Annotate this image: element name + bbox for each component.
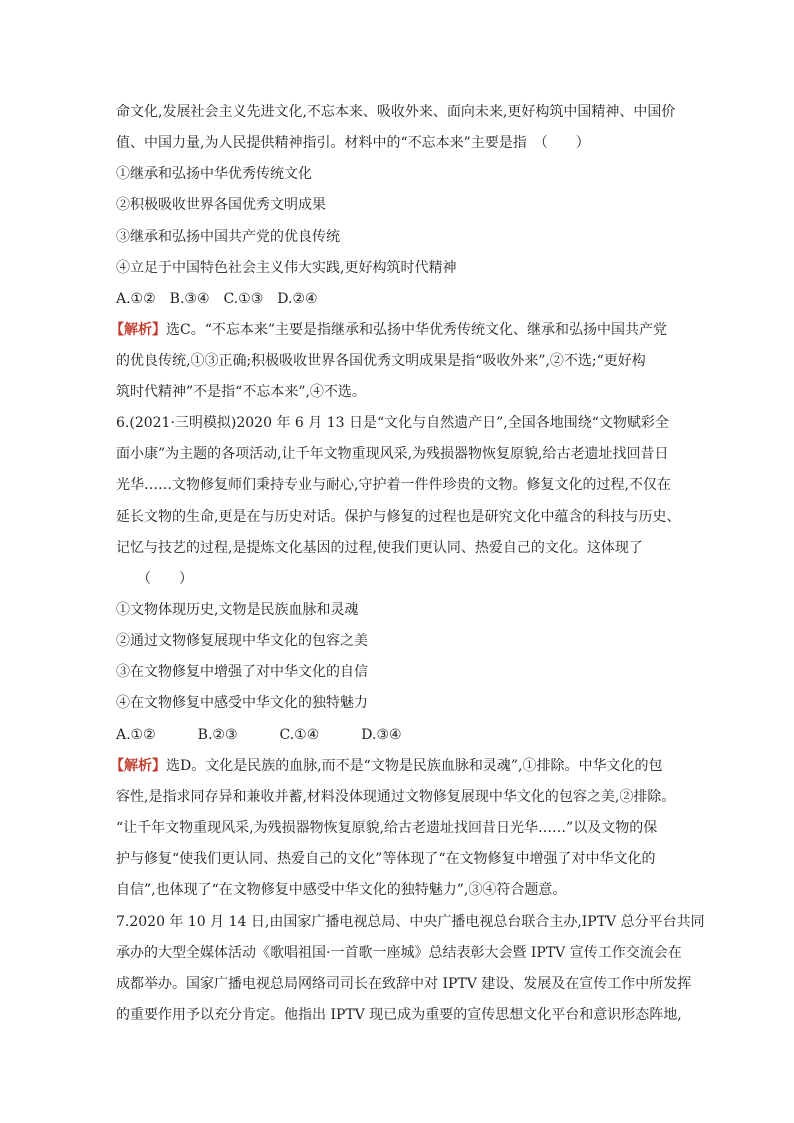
q6-analysis-line-3: “让千年文物重现风采,为残损器物恢复原貌,给古老遗址找回昔日光华……”以及文物的保 xyxy=(116,820,658,836)
q6-stem-line-1: 6.(2021·三明模拟)2020 年 6 月 13 日是“文化与自然遗产日”,全国各地围绕“文物赋彩全 xyxy=(116,415,669,431)
q5-analysis-line-2: 的优良传统,①③正确;积极吸收世界各国优秀文明成果是指“吸收外来”,②不选;“更好构 xyxy=(116,353,646,369)
q5-stem-line-1: 命文化,发展社会主义先进文化,不忘本来、吸收外来、面向未来,更好构筑中国精神、中国价 xyxy=(116,104,676,120)
q6-stem-line-4: 延长文物的生命,更是在与历史对话。保护与修复的过程也是研究文化中蕴含的科技与历史、 xyxy=(116,509,681,525)
q6-stem-line-5: 记忆与技艺的过程,是提炼文化基因的过程,使我们更认同、热爱自己的文化。这体现了 xyxy=(116,540,643,556)
q6-option-1: ①文物体现历史,文物是民族血脉和灵魂 xyxy=(116,602,359,618)
q5-option-1: ①继承和弘扬中华优秀传统文化 xyxy=(116,166,312,182)
q5-analysis-line-1: 【解析】选C。“不忘本来”主要是指继承和弘扬中华优秀传统文化、继承和弘扬中国共产党 xyxy=(110,322,668,338)
q6-choices: A.①② B.②③ C.①④ D.③④ xyxy=(116,727,402,743)
q5-choices: A.①② B.③④ C.①③ D.②④ xyxy=(116,291,318,307)
q6-option-2: ②通过文物修复展现中华文化的包容之美 xyxy=(116,633,368,649)
q5-analysis-label: 解析 xyxy=(124,322,152,338)
q5-analysis-text-1: 选C。“不忘本来”主要是指继承和弘扬中华优秀传统文化、继承和弘扬中国共产党 xyxy=(166,322,668,338)
q6-analysis-label: 解析 xyxy=(124,758,152,774)
q7-stem-line-3: 成都举办。国家广播电视总局网络司司长在致辞中对 IPTV 建设、发展及在宣传工作中所发挥 xyxy=(116,976,692,992)
q5-stem-line-2: 值、中国力量,为人民提供精神指引。材料中的“不忘本来”主要是指 （ ） xyxy=(116,135,590,151)
q6-option-3: ③在文物修复中增强了对中华文化的自信 xyxy=(116,664,368,680)
q6-stem-line-2: 面小康”为主题的各项活动,让千年文物重现风采,为残损器物恢复原貌,给古老遗址找回昔日 xyxy=(116,446,669,462)
q5-option-3: ③继承和弘扬中国共产党的优良传统 xyxy=(116,229,340,245)
q6-analysis-line-1: 【解析】选D。文化是民族的血脉,而不是“文物是民族血脉和灵魂”,①排除。中华文化的包 xyxy=(110,758,663,774)
q6-stem-line-6: （ ） xyxy=(116,571,193,587)
q7-stem-line-2: 承办的大型全媒体活动《歌唱祖国·一首歌一座城》总结表彰大会暨 IPTV 宣传工作交流会在 xyxy=(116,945,682,961)
q5-option-4: ④立足于中国特色社会主义伟大实践,更好构筑时代精神 xyxy=(116,260,457,276)
q6-option-4: ④在文物修复中感受中华文化的独特魅力 xyxy=(116,695,368,711)
q7-stem-line-4: 的重要作用予以充分肯定。他指出 IPTV 现已成为重要的宣传思想文化平台和意识形态阵地, xyxy=(116,1007,682,1023)
q6-analysis-text-1: 选D。文化是民族的血脉,而不是“文物是民族血脉和灵魂”,①排除。中华文化的包 xyxy=(166,758,663,774)
q7-stem-line-1: 7.2020 年 10 月 14 日,由国家广播电视总局、中央广播电视总台联合主办,IPTV 总分平台共同 xyxy=(116,914,705,930)
q6-analysis-line-5: 自信”,也体现了“在文物修复中感受中华文化的独特魅力”,③④符合题意。 xyxy=(116,882,567,898)
q6-analysis-line-2: 容性,是指求同存异和兼收并蓄,材料没体现通过文物修复展现中华文化的包容之美,②排除。 xyxy=(116,789,676,805)
q6-stem-line-3: 光华……文物修复师们秉持专业与耐心,守护着一件件珍贵的文物。修复文化的过程,不仅在 xyxy=(116,477,671,493)
q5-analysis-line-3: 筑时代精神”不是指“不忘本来”,④不选。 xyxy=(116,384,366,400)
q6-analysis-line-4: 护与修复“使我们更认同、热爱自己的文化”等体现了“在文物修复中增强了对中华文化的 xyxy=(116,851,656,867)
q5-option-2: ②积极吸收世界各国优秀文明成果 xyxy=(116,197,326,213)
